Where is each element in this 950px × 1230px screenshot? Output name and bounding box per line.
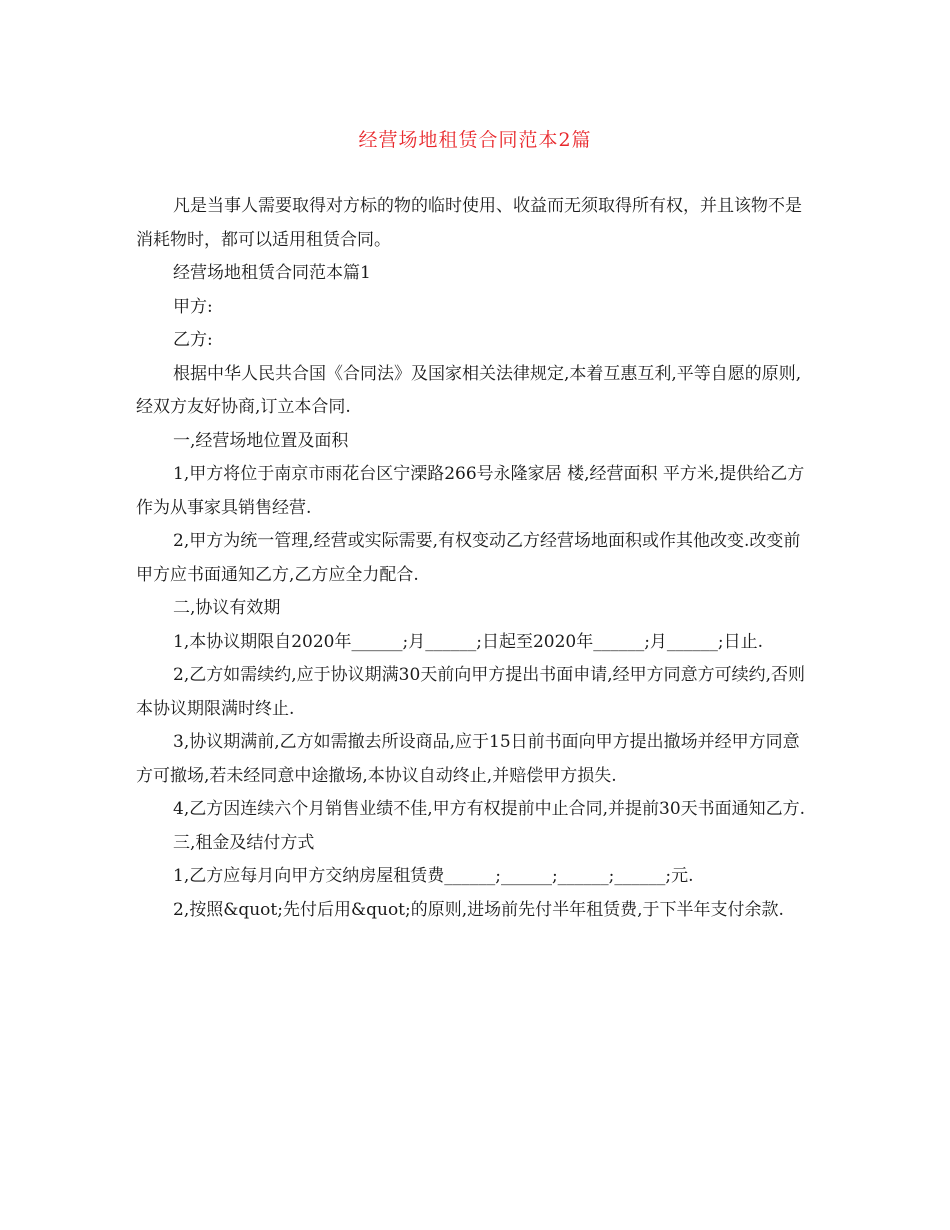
clause-2-3: 3,协议期满前,乙方如需撤去所设商品,应于15日前书面向甲方提出撤场并经甲方同意方可撤场,若未经同意中途撤场,本协议自动终止,并赔偿甲方损失. (136, 732, 800, 786)
clause-1-1: 1,甲方将位于南京市雨花台区宁溧路266号永隆家居 楼,经营面积 平方米,提供给乙方作为从事家具销售经营. (136, 464, 805, 518)
clause-2-4: 4,乙方因连续六个月销售业绩不佳,甲方有权提前中止合同,并提前30天书面通知乙方. (173, 799, 806, 819)
paragraph-party-b: 乙方: (173, 330, 213, 350)
clause-3-1: 1,乙方应每月向甲方交纳房屋租赁费______;______;______;______;元. (173, 866, 694, 886)
paragraph-party-a: 甲方: (173, 296, 213, 317)
clause-1-2: 2,甲方为统一管理,经营或实际需要,有权变动乙方经营场地面积或作其他改变.改变前甲方应书面通知乙方,乙方应全力配合. (136, 531, 801, 585)
clause-2-2: 2,乙方如需续约,应于协议期满30天前向甲方提出书面申请,经甲方同意方可续约,否则本协议期限满时终止. (136, 665, 806, 719)
clause-3-2: 2,按照&quot;先付后用&quot;的原则,进场前先付半年租赁费,于下半年支付余款. (173, 899, 784, 920)
document-title: 经营场地租赁合同范本2篇 (358, 129, 592, 151)
paragraph-intro: 凡是当事人需要取得对方标的物的临时使用、收益而无须取得所有权，并且该物不是消耗物时，都可以适用租赁合同。 (136, 196, 802, 250)
paragraph-section-title: 经营场地租赁合同范本篇1 (173, 263, 371, 283)
heading-validity: 二,协议有效期 (173, 598, 281, 618)
document-body (136, 190, 816, 927)
clause-2-1: 1,本协议期限自2020年______;月______;日起至2020年______;月______;日止. (173, 631, 764, 652)
heading-location-area: 一,经营场地位置及面积 (173, 430, 349, 451)
paragraph-preamble: 根据中华人民共合国《合同法》及国家相关法律规定,本着互惠互利,平等自愿的原则,经双方友好协商,订立本合同. (136, 363, 802, 417)
heading-rent-payment: 三,租金及结付方式 (173, 832, 315, 853)
